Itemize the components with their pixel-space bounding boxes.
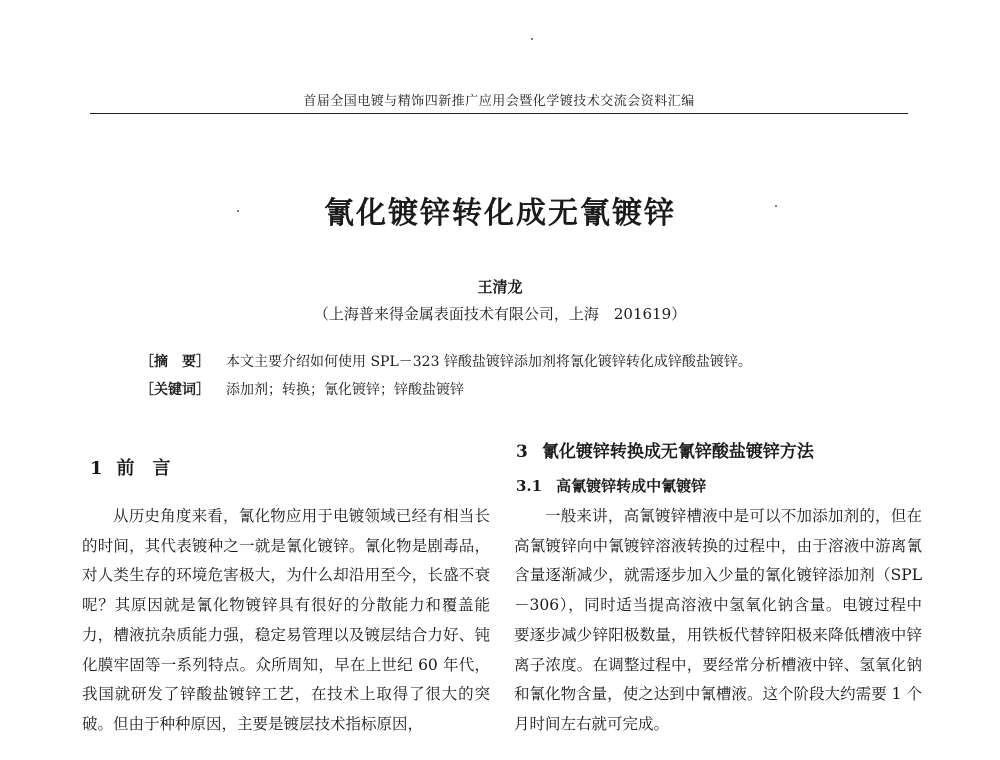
section-number: 3 (516, 442, 528, 462)
section-heading-method (516, 437, 814, 462)
keywords (140, 379, 464, 399)
affiliation: （上海普来得金属表面技术有限公司，上海 201619） (313, 305, 687, 323)
abstract (140, 351, 752, 371)
subsection-number: 3.1 (516, 477, 543, 495)
section-number: 1 (90, 458, 103, 479)
method-paragraph: 一般来讲，高氰镀锌槽液中是可以不加添加剂的，但在高氰镀锌向中氰镀锌溶液转换的过程中，由于溶液中游离氰含量逐渐减少，就需逐步加入少量的氰化镀锌添加剂（SPL－306），同时适当提高溶液中氢氧化钠含量。电镀过程中要逐步减少锌阳极数量，用铁板代替锌阳极来降低槽液中锌离子浓度。在调整过程中，要经常分析槽液中锌、氢氧化钠和氰化物含量，使之达到中氰槽液。这个阶段大约需要 1 个月时间左右就可完成。 (514, 507, 922, 733)
author: 王清龙 (477, 278, 523, 296)
abstract-label: ［摘 要］ (140, 354, 210, 370)
header-rule (90, 113, 908, 114)
subsection-title: 高氰镀锌转成中氰镀锌 (556, 477, 707, 495)
scan-speck (531, 38, 533, 40)
subsection-heading (516, 475, 706, 496)
section-heading-intro (90, 454, 171, 480)
section-title: 氰化镀锌转换成无氰锌酸盐镀锌方法 (541, 442, 814, 462)
paper-title: 氰化镀锌转化成无氰镀锌 (324, 196, 676, 231)
keywords-label: ［关键词］ (140, 382, 210, 398)
section-title: 前 言 (116, 458, 171, 479)
intro-paragraph: 从历史角度来看，氰化物应用于电镀领域已经有相当长的时间，其代表镀种之一就是氰化镀锌。氰化物是剧毒品，对人类生存的环境危害极大，为什么却沿用至今，长盛不衰呢？其原因就是氰化物镀锌具有很好的分散能力和覆盖能力，槽液抗杂质能力强，稳定易管理以及镀层结合力好、钝化膜牢固等一系列特点。众所周知，早在上世纪 60 年代，我国就研发了锌酸盐镀锌工艺，在技术上取得了很大的突破。但由于种种原因，主要是镀层技术指标原因， (82, 507, 490, 733)
abstract-text: 本文主要介绍如何使用 SPL－323 锌酸盐镀锌添加剂将氰化镀锌转化成锌酸盐镀锌。 (226, 354, 752, 370)
keywords-text: 添加剂；转换；氰化镀锌；锌酸盐镀锌 (226, 382, 464, 398)
running-header: 首届全国电镀与精饰四新推广应用会暨化学镀技术交流会资料汇编 (303, 94, 695, 109)
